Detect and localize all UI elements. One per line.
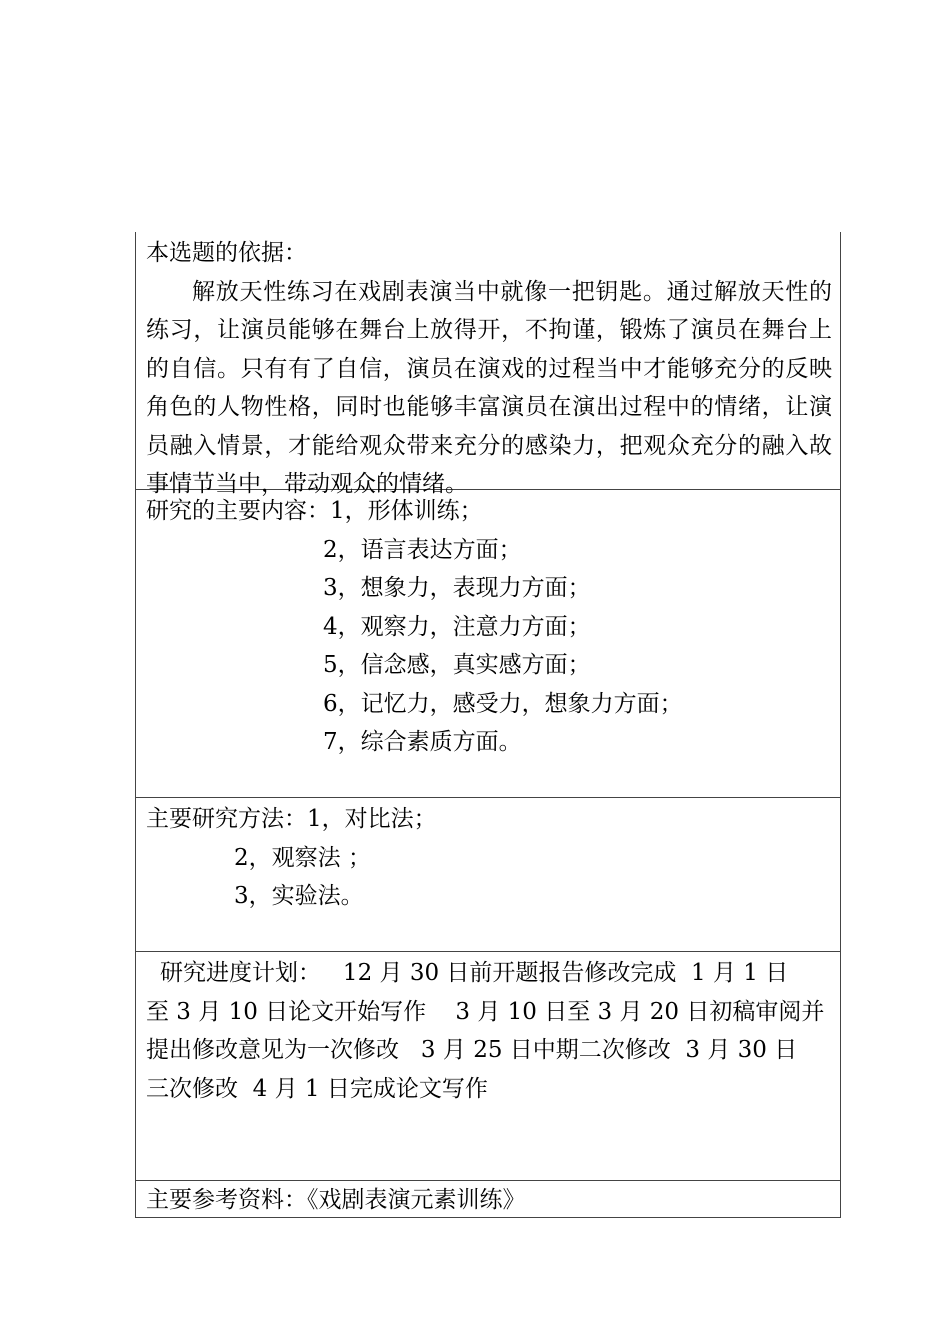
basis-paragraph: 解放天性练习在戏剧表演当中就像一把钥匙。通过解放天性的练习，让演员能够在舞台上放得开，不拘谨，锻炼了演员在舞台上的自信。只有有了自信，演员在演戏的过程当中才能够充分的反映角色的人物性格，同时也能够丰富演员在演出过程中的情绪，让演员融入情景，才能给观众带来充分的感染力，把观众充分的融入故事情节当中，带动观众的情绪。	[146, 278, 832, 497]
content-item: 1，形体训练；	[330, 498, 483, 524]
method-item: 2，观察法 ；	[234, 844, 371, 871]
schedule-line: 提出修改意见为一次修改 3 月 25 日中期二次修改 3 月 30 日	[146, 1037, 798, 1063]
schedule-line: 研究进度计划： 12 月 30 日前开题报告修改完成 1 月 1 日	[160, 960, 789, 986]
content-item: 3，想象力，表现力方面；	[323, 575, 591, 601]
content-item: 6，记忆力，感受力，想象力方面；	[323, 690, 683, 717]
content-item: 4，观察力，注意力方面；	[323, 613, 591, 640]
content-item: 2，语言表达方面；	[323, 536, 522, 563]
content-heading: 研究的主要内容：	[146, 498, 330, 524]
content-section	[136, 489, 840, 797]
references-section	[136, 1180, 840, 1217]
method-item: 1，对比法；	[307, 806, 437, 832]
schedule-line: 三次修改 4 月 1 日完成论文写作	[146, 1075, 488, 1102]
methods-section	[136, 797, 840, 951]
schedule-line: 至 3 月 10 日论文开始写作 3 月 10 日至 3 月 20 日初稿审阅并	[146, 998, 825, 1025]
content-item: 7，综合素质方面。	[323, 729, 522, 755]
basis-section	[136, 232, 840, 497]
basis-heading: 本选题的依据：	[146, 240, 307, 266]
methods-heading-row	[146, 800, 832, 839]
methods-heading: 主要研究方法：	[146, 806, 307, 832]
schedule-section	[136, 951, 840, 1180]
references-text: 主要参考资料：《戏剧表演元素训练》	[146, 1187, 526, 1213]
content-item: 5，信念感，真实感方面；	[323, 652, 591, 678]
content-heading-row	[146, 492, 832, 531]
method-item: 3，实验法。	[234, 883, 364, 909]
proposal-table	[135, 232, 841, 1218]
